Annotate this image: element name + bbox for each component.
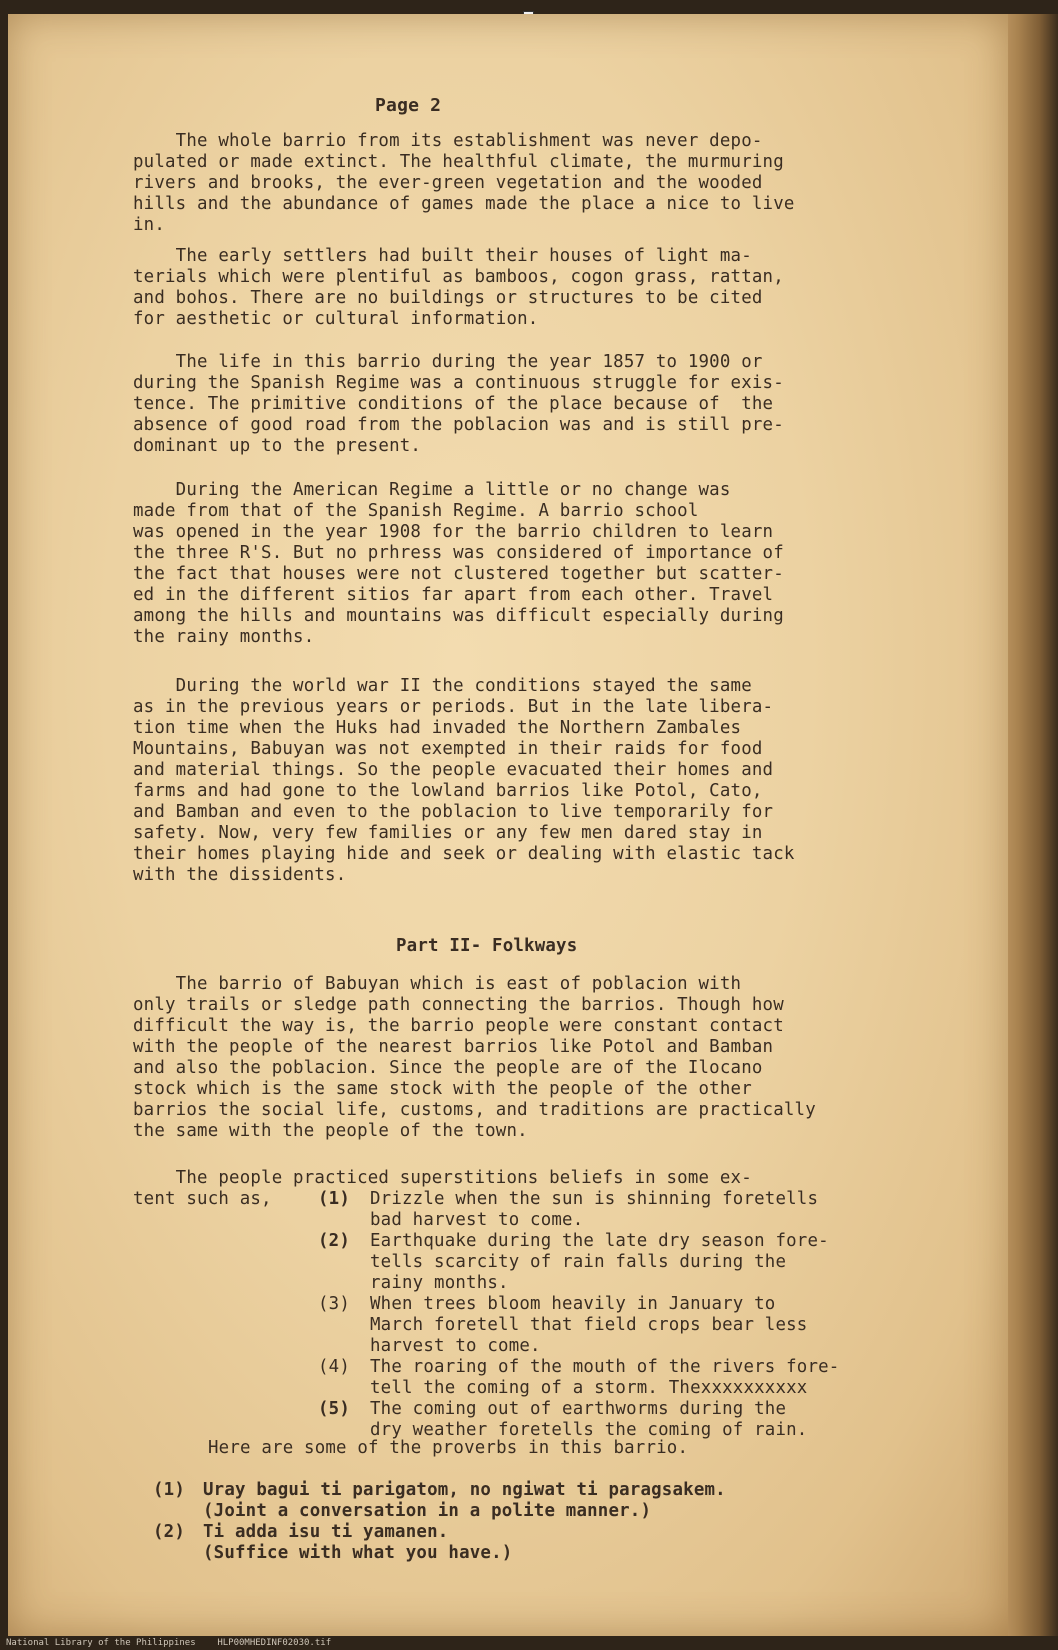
- scan-footer-caption: National Library of the Philippines HLP00MHEDINF02030.tif: [6, 1638, 332, 1648]
- superstition-item: [318, 1399, 839, 1441]
- proverb-number: (1): [153, 1480, 186, 1500]
- superstition-text: The coming out of earthworms during the dry weather foretells the coming of rain.: [370, 1399, 808, 1440]
- paragraph-3: The life in this barrio during the year 1857 to 1900 or during the Spanish Regime was a continuous struggle for exis- tence. The primitive conditions of the place because of the absence of good road from the poblacion was and is still pre- dominant up to the present.: [133, 352, 784, 456]
- superstition-number: (4): [318, 1357, 351, 1377]
- proverb-number: (2): [153, 1522, 186, 1542]
- superstition-text: When trees bloom heavily in January to March foretell that field crops bear less harvest to come.: [370, 1294, 808, 1356]
- proverb-item: [153, 1522, 726, 1564]
- superstition-number: (3): [318, 1294, 351, 1314]
- paragraph-2: The early settlers had built their houses of light ma- terials which were plentiful as bamboos, cogon grass, rattan, and bohos. There are no buildings or structures to be cited for aesthetic or cultural information.: [133, 246, 784, 329]
- superstition-item: [318, 1189, 839, 1231]
- superstitions-list: [318, 1189, 839, 1441]
- superstition-text: Earthquake during the late dry season fore- tells scarcity of rain falls during the rainy months.: [370, 1231, 829, 1293]
- folkways-paragraph: The barrio of Babuyan which is east of poblacion with only trails or sledge path connecting the barrios. Though how difficult the way is, the barrio people were constant contact with the people of the nearest barrios like Potol and Bamban and also the poblacion. Since the people are of the Ilocano stock which is the same stock with the people of the other barrios the social life, customs, and traditions are practically the same with the people of the town.: [133, 974, 816, 1141]
- superstition-item: [318, 1231, 839, 1294]
- paragraph-5: During the world war II the conditions stayed the same as in the previous years or periods. But in the late libera- tion time when the Huks had invaded the Northern Zambales Mountains, Babuyan was not exempted in their raids for food and material things. So the people evacuated their homes and farms and had gone to the lowland barrios like Potol, Cato, and Bamban and even to the poblacion to live temporarily for safety. Now, very few families or any few men dared stay in their homes playing hide and seek or dealing with elastic tack with the dissidents.: [133, 676, 795, 885]
- superstition-item: [318, 1294, 839, 1357]
- section-title: Part II- Folkways: [396, 936, 578, 956]
- superstition-number: (1): [318, 1189, 351, 1209]
- superstition-text: Drizzle when the sun is shinning foretells bad harvest to come.: [370, 1189, 819, 1230]
- proverb-text: Uray bagui ti parigatom, no ngiwat ti paragsakem. (Joint a conversation in a polite manner.): [203, 1480, 726, 1521]
- proverbs-intro: Here are some of the proverbs in this barrio.: [208, 1438, 689, 1458]
- proverb-item: [153, 1480, 726, 1522]
- superstition-number: (2): [318, 1231, 351, 1251]
- superstitions-intro: The people practiced superstitions beliefs in some ex- tent such as,: [133, 1168, 752, 1209]
- document-page: [8, 14, 1008, 1636]
- paragraph-4: During the American Regime a little or no change was made from that of the Spanish Regime. A barrio school was opened in the year 1908 for the barrio children to learn the three R'S. But no prhress was considered of importance of the fact that houses were not clustered together but scatter- ed in the different sitios far apart from each other. Travel among the hills and mountains was difficult especially during the rainy months.: [133, 480, 784, 647]
- proverb-text: Ti adda isu ti yamanen. (Suffice with what you have.): [203, 1522, 513, 1563]
- superstition-number: (5): [318, 1399, 351, 1419]
- proverbs-list: [153, 1480, 726, 1564]
- page-title: Page 2: [375, 95, 442, 116]
- superstition-text: The roaring of the mouth of the rivers fore- tell the coming of a storm. Thexxxxxxxxxx: [370, 1357, 840, 1398]
- superstition-item: [318, 1357, 839, 1399]
- paragraph-1: The whole barrio from its establishment was never depo- pulated or made extinct. The healthful climate, the murmuring rivers and brooks, the ever-green vegetation and the wooded hills and the abundance of games made the place a nice to live in.: [133, 131, 795, 235]
